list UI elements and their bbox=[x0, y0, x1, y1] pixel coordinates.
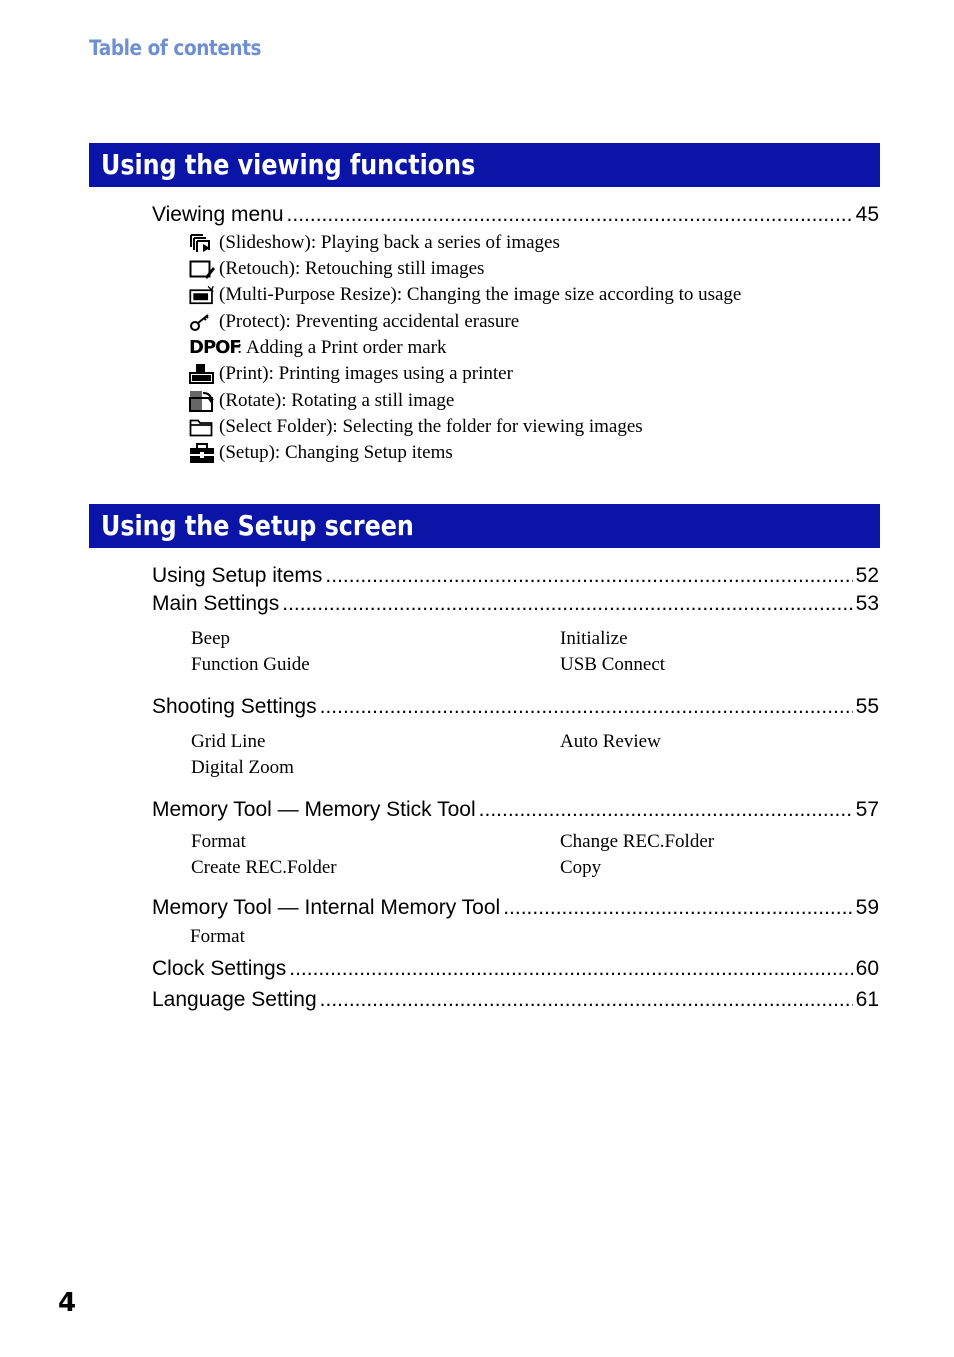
sub-item-text: (Slideshow): Playing back a series of images bbox=[219, 232, 560, 253]
section-title: Using the Setup screen bbox=[101, 509, 414, 542]
toc-entry-viewing-menu[interactable] bbox=[152, 202, 879, 228]
multi-purpose-resize-icon bbox=[189, 284, 215, 306]
sub-item-print[interactable] bbox=[189, 362, 513, 386]
toc-entry-page: 60 bbox=[855, 957, 879, 980]
leader-dots bbox=[479, 797, 853, 823]
toc-entry-page: 61 bbox=[855, 988, 879, 1011]
toc-entry-language-setting[interactable] bbox=[152, 987, 879, 1013]
setting-item: Copy bbox=[560, 857, 602, 878]
toc-entry-main-settings[interactable] bbox=[152, 591, 879, 617]
toc-entry-page: 55 bbox=[855, 695, 879, 718]
setting-item: Grid Line bbox=[191, 731, 266, 752]
toc-entry-memory-stick-tool[interactable] bbox=[152, 797, 879, 823]
select-folder-icon bbox=[189, 416, 215, 438]
toc-entry-label: Language Setting bbox=[152, 988, 317, 1011]
section-banner-viewing bbox=[89, 143, 880, 187]
toc-entry-label: Using Setup items bbox=[152, 564, 323, 587]
setting-item: Beep bbox=[191, 628, 231, 649]
toc-entry-label: Clock Settings bbox=[152, 957, 287, 980]
setting-item: Format bbox=[190, 926, 245, 947]
leader-dots bbox=[320, 694, 853, 720]
setting-item: Function Guide bbox=[191, 654, 310, 675]
toc-entry-page: 45 bbox=[855, 203, 879, 226]
slideshow-icon bbox=[189, 232, 215, 254]
sub-item-text: : Adding a Print order mark bbox=[237, 337, 447, 358]
toc-entry-internal-memory-tool[interactable] bbox=[152, 895, 879, 921]
sub-item-text: (Print): Printing images using a printer bbox=[219, 363, 513, 384]
leader-dots bbox=[287, 202, 853, 228]
table-of-contents-link[interactable]: Table of contents bbox=[89, 36, 262, 60]
section-banner-setup bbox=[89, 504, 880, 548]
sub-item-setup[interactable] bbox=[189, 441, 453, 465]
toc-entry-label: Viewing menu bbox=[152, 203, 284, 226]
setting-item: Create REC.Folder bbox=[191, 857, 337, 878]
retouch-icon bbox=[189, 258, 215, 280]
toc-entry-page: 52 bbox=[855, 564, 879, 587]
sub-item-dpof[interactable] bbox=[189, 336, 447, 360]
leader-dots bbox=[320, 987, 853, 1013]
protect-icon bbox=[189, 311, 215, 333]
setting-item: Initialize bbox=[560, 628, 628, 649]
sub-item-retouch[interactable] bbox=[189, 257, 484, 281]
toc-entry-label: Shooting Settings bbox=[152, 695, 317, 718]
sub-item-text: (Rotate): Rotating a still image bbox=[219, 390, 455, 411]
sub-item-rotate[interactable] bbox=[189, 389, 454, 413]
toc-entry-page: 57 bbox=[855, 798, 879, 821]
leader-dots bbox=[282, 591, 852, 617]
leader-dots bbox=[289, 956, 852, 982]
toc-entry-page: 59 bbox=[855, 896, 879, 919]
leader-dots bbox=[503, 895, 852, 921]
section-title: Using the viewing functions bbox=[101, 148, 476, 181]
setting-item: Auto Review bbox=[560, 731, 661, 752]
sub-item-text: (Retouch): Retouching still images bbox=[219, 258, 485, 279]
dpof-icon: DPOF bbox=[189, 337, 241, 358]
sub-item-text: (Select Folder): Selecting the folder for viewing images bbox=[219, 416, 643, 437]
rotate-icon bbox=[189, 390, 215, 412]
toc-entry-label: Memory Tool — Internal Memory Tool bbox=[152, 896, 501, 919]
sub-item-multi-purpose-resize[interactable] bbox=[189, 283, 741, 307]
sub-item-protect[interactable] bbox=[189, 310, 519, 334]
sub-item-select-folder[interactable] bbox=[189, 415, 643, 439]
sub-item-text: (Protect): Preventing accidental erasure bbox=[219, 311, 520, 332]
toc-entry-label: Main Settings bbox=[152, 592, 280, 615]
setup-icon bbox=[189, 442, 215, 464]
setting-item: USB Connect bbox=[560, 654, 666, 675]
print-icon bbox=[189, 363, 215, 385]
toc-entry-using-setup-items[interactable] bbox=[152, 563, 879, 589]
sub-item-text: (Multi-Purpose Resize): Changing the image size according to usage bbox=[219, 284, 742, 305]
toc-entry-shooting-settings[interactable] bbox=[152, 694, 879, 720]
setting-item: Format bbox=[191, 831, 246, 852]
toc-entry-clock-settings[interactable] bbox=[152, 956, 879, 982]
sub-item-slideshow[interactable] bbox=[189, 231, 560, 255]
toc-entry-page: 53 bbox=[855, 592, 879, 615]
leader-dots bbox=[325, 563, 852, 589]
setting-item: Digital Zoom bbox=[191, 757, 294, 778]
sub-item-text: (Setup): Changing Setup items bbox=[219, 442, 453, 463]
page-number: 4 bbox=[58, 1288, 77, 1318]
toc-entry-label: Memory Tool — Memory Stick Tool bbox=[152, 798, 476, 821]
setting-item: Change REC.Folder bbox=[560, 831, 715, 852]
